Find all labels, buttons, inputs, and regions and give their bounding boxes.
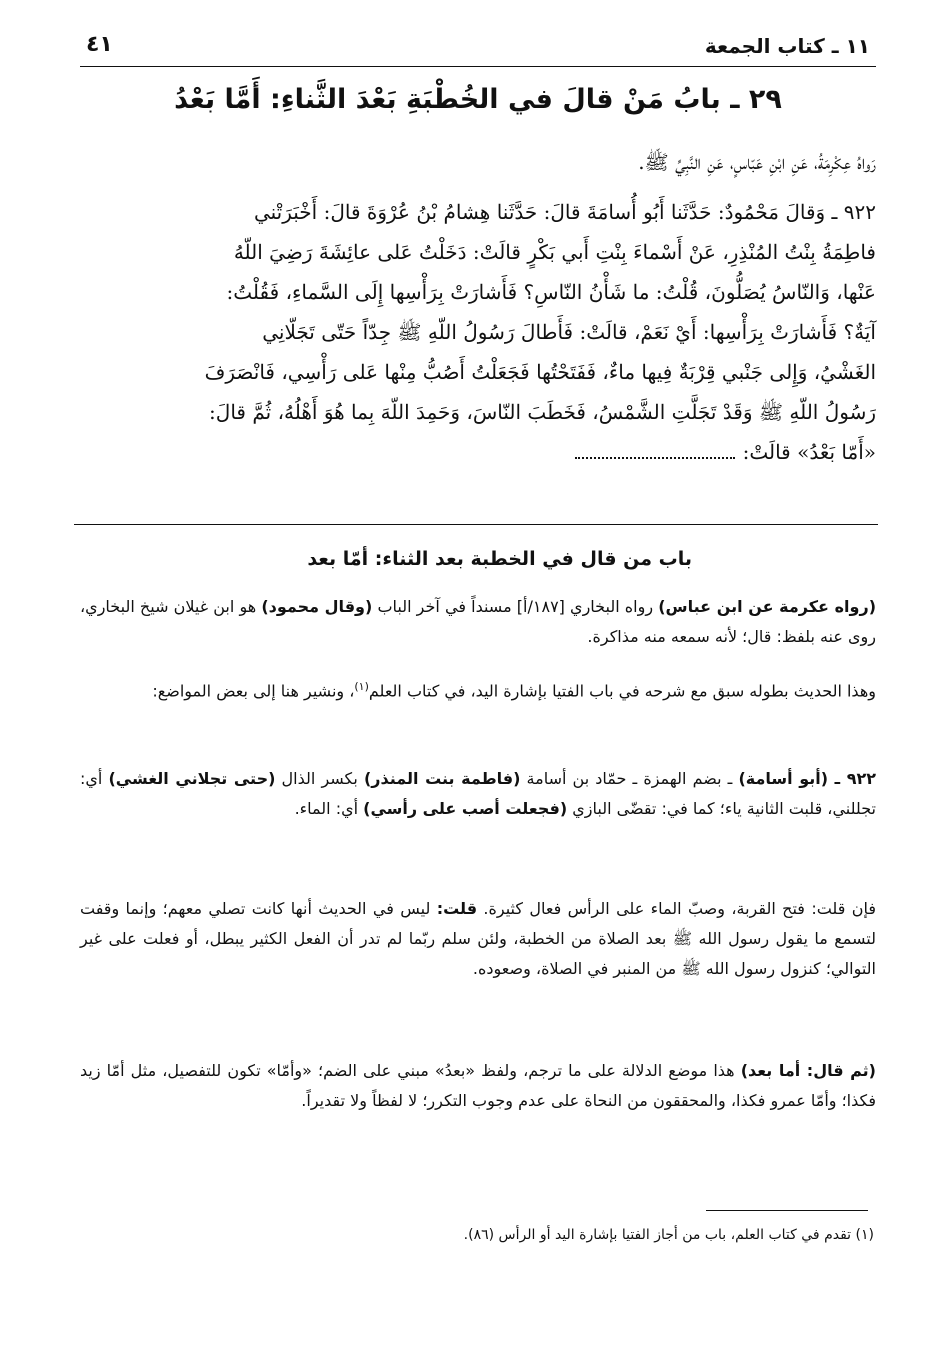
hadith-line: آيَةٌ؟ فَأَشارَتْ بِرَأْسِها: أَيْ نَعَمْ، قالَتْ: فَأَطالَ رَسُولُ اللّهِ ﷺ جِدّاً حَتّى تَجَلّانِي [262, 320, 876, 344]
commentary-text: هو ابن غيلان شيخ البخاري، روى عنه بلفظ: قال؛ لأنه سمعه منه مذاكرة. [80, 597, 876, 646]
hadith-line: فاطِمَةُ بِنْتُ المُنْذِرِ، عَنْ أَسْماءَ بِنْتِ أَبي بَكْرٍ قالَتْ: دَخَلْتُ عَلى عائِشَةَ رَضِيَ اللّهُ [233, 240, 876, 264]
hadith-last-line-text: «أَمّا بَعْدُ» قالَتْ: [742, 440, 876, 464]
hadith-line: عَنْها، وَالنّاسُ يُصَلُّونَ، قُلْتُ: ما شَأْنُ النّاسِ؟ فَأَشارَتْ بِرَأْسِها إِلَى السَّماءِ، فَقُلْتُ: [226, 280, 876, 304]
running-header [80, 28, 876, 67]
ellipsis-dots [575, 447, 735, 459]
commentary-text: هذا موضع الدلالة على ما ترجم، ولفظ «بعدُ» مبني على الضم؛ «وأمّا» تكون للتفصيل، مثل أمّا زيد فكذا؛ وأمّا عمرو فكذا، والمحققون من النحاة على عدم وجوب التكرر؛ لا لفظاً ولا تقديراً. [80, 1061, 876, 1110]
narration-line: رَواهُ عِكْرِمَةُ، عَنِ ابْنِ عَبّاسٍ، عَنِ النَّبِيِّ ﷺ. [638, 150, 876, 174]
footnote-divider [706, 1210, 868, 1211]
commentary-text: ليس في الحديث أنها كانت تصلي معهم؛ وإنما وقفت لتسمع ما يقول رسول الله ﷺ بعد الصلاة من الخطبة، ولئن سلم ربّما لم تدر أن الفعل الكثير يبطل، أو فعلت على غير التوالي؛ كنزول رسول الله ﷺ من المنبر في الصلاة، وصعوده. [80, 899, 876, 978]
commentary-text: وهذا الحديث بطوله سبق مع شرحه في باب الفتيا بإشارة اليد، في كتاب العلم [368, 681, 876, 701]
running-header-chapter: ١١ ـ كتاب الجمعة [704, 34, 870, 58]
chapter-title: ٢٩ ـ بابُ مَنْ قالَ في الخُطْبَةِ بَعْدَ الثَّناءِ: أَمَّا بَعْدُ [174, 84, 782, 115]
page-number: ٤١ [86, 32, 113, 57]
bold-term: (ثم قال: أما بعد) [740, 1061, 876, 1080]
commentary-paragraph-5 [80, 1056, 876, 1116]
commentary-paragraph-4 [80, 894, 876, 984]
commentary-text: أي: الماء. [294, 799, 364, 818]
bold-term: قلت: [436, 899, 478, 918]
hadith-text [80, 192, 876, 472]
hadith-line: ٩٢٢ ـ وَقالَ مَحْمُودٌ: حَدَّثَنا أَبُو أُسامَةَ قالَ: حَدَّثَنا هِشامُ بْنُ عُرْوَةَ قالَ: أَخْبَرَتْني [253, 200, 876, 224]
commentary-text: فإن قلت: فتح القربة، وصبّ الماء على الرأس فعال كثيرة. [477, 899, 877, 918]
bold-term: (فجعلت أصب على رأسي) [363, 799, 568, 818]
bold-term: (رواه عكرمة عن ابن عباس) [658, 597, 877, 616]
commentary-paragraph-3 [80, 764, 876, 824]
bold-term: (فاطمة بنت المنذر) [363, 769, 521, 788]
bold-term: (حتى تجلاني الغشي) [108, 769, 276, 788]
bold-term: (أبو أسامة) [738, 769, 829, 788]
commentary-text: رواه البخاري [١٨٧/أ] مسنداً في آخر الباب [372, 597, 659, 616]
hadith-line: رَسُولُ اللّهِ ﷺ وَقَدْ تَجَلَّتِ الشَّمْسُ، فَخَطَبَ النّاسَ، وَحَمِدَ اللّهَ بِما هُوَ أَهْلُهُ، ثُمَّ قالَ: [209, 400, 876, 424]
hadith-line: الغَشْيُ، وَإِلى جَنْبي قِرْبَةٌ فِيها ماءٌ، فَفَتَحْتُها فَجَعَلْتُ أَصُبُّ مِنْها عَلى رَأْسِي، فَانْصَرَفَ [204, 360, 876, 384]
commentary-text: ـ بضم الهمزة ـ حمّاد بن أسامة [520, 769, 739, 788]
commentary-paragraph-1 [80, 592, 876, 652]
footnote-marker: (١) [354, 680, 369, 693]
hadith-number: ٩٢٢ ـ [828, 769, 877, 788]
commentary-text: ، ونشير هنا إلى بعض المواضع: [152, 681, 355, 701]
hadith-last-line [80, 432, 876, 472]
section-divider [74, 524, 878, 525]
commentary-paragraph-2 [80, 672, 876, 706]
commentary-title: باب من قال في الخطبة بعد الثناء: أمّا بعد [307, 548, 692, 570]
commentary-text: بكسر الذال [275, 769, 364, 788]
bold-term: (وقال محمود) [261, 597, 373, 616]
footnote: (١) تقدم في كتاب العلم، باب من أجاز الفتيا بإشارة اليد أو الرأس (٨٦). [463, 1227, 874, 1243]
commentary-text: أي: تجللني، قلبت الثانية ياء؛ كما في: تقضّى البازي [80, 769, 876, 818]
